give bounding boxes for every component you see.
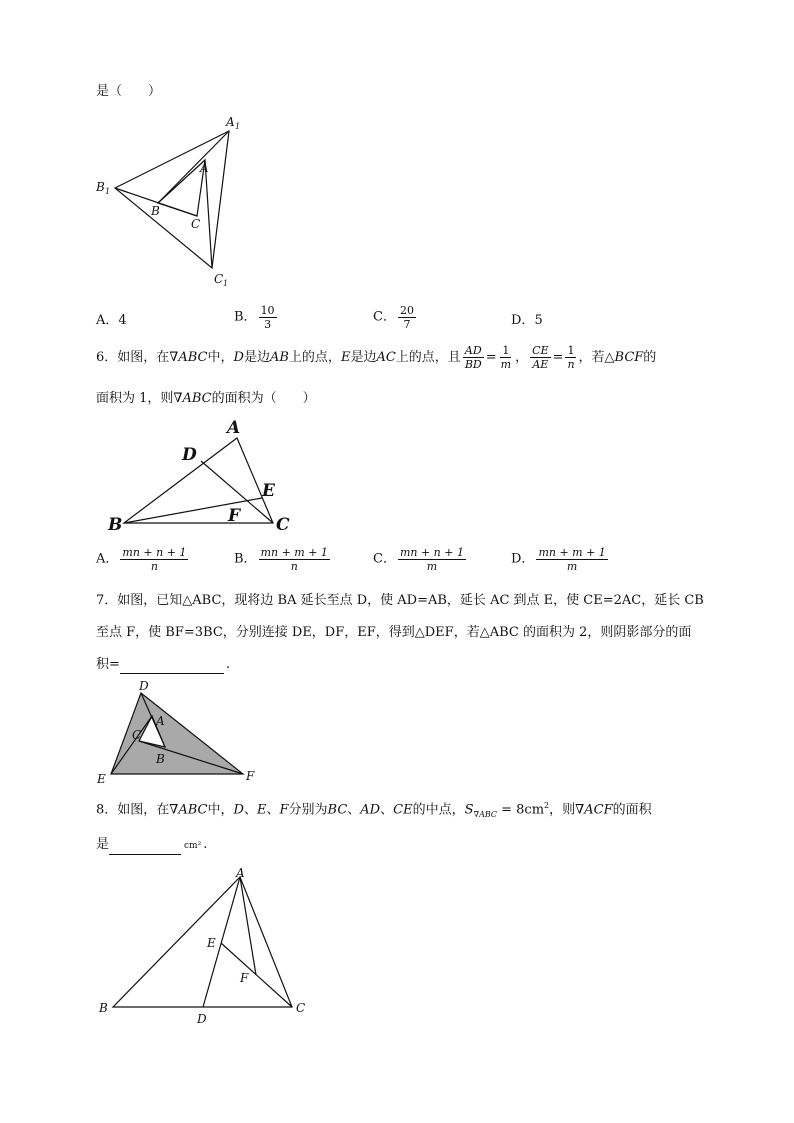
q7-label-b: B — [156, 752, 165, 766]
option-letter: A． — [96, 551, 119, 567]
q6-line1: 6．如图，在∇ABC中，D是边AB上的点，E是边AC上的点，且 $\frac{AD}{BD}$ = $\frac{1}{m}$ ， $\frac{CE}{AE}$ = $\frac{1}{n}$ ，若△BCF的 — [96, 344, 657, 371]
q7-label-c: C — [132, 728, 142, 742]
option-letter: B． — [234, 309, 257, 325]
q7-line3: 积= . — [96, 657, 231, 672]
option-letter: D． — [511, 551, 535, 567]
q7-label-a: A — [156, 714, 165, 728]
q8-label-b: B — [99, 1001, 108, 1015]
q8-label-a: A — [236, 866, 245, 880]
q8-line2: 是 cm² . — [96, 836, 207, 855]
q7-line1: 7．如图，已知△ABC，现将边 BA 延长至点 D，使 AD=AB，延长 AC 到点 E，使 CE=2AC，延长 CB — [96, 593, 704, 608]
q8-line-e-c — [221, 943, 292, 1007]
q8-triangle-abc — [113, 877, 292, 1007]
option-fraction: $\frac{mn + m + 1}{m}$ — [538, 546, 606, 573]
option-letter: B． — [234, 551, 257, 567]
q5-label-b1-sub: 1 — [105, 187, 111, 196]
q6-ratio-ad-bd: $\frac{AD}{BD}$ — [464, 344, 482, 371]
option-letter: C． — [373, 309, 396, 325]
q8-label-e: E — [207, 936, 216, 950]
q7-line2: 至点 F，使 BF=3BC，分别连接 DE，DF，EF，得到△DEF，若△ABC 的面积为 2，则阴影部分的面 — [96, 625, 692, 640]
q6-ratio-1-m: $\frac{1}{m}$ — [500, 344, 512, 371]
q5-label-c1: C — [214, 272, 224, 286]
q5-label-b: B — [151, 204, 160, 218]
q5-label-a: A — [200, 161, 209, 175]
q6-label-a: A — [227, 418, 241, 438]
option-letter: C． — [373, 551, 396, 567]
q7-label-d: D — [139, 679, 149, 693]
q6-label-e: E — [262, 481, 275, 501]
option-letter: D． — [511, 313, 535, 328]
option-fraction: $\frac{mn + m + 1}{n}$ — [260, 546, 328, 573]
q8-label-d: D — [197, 1012, 207, 1026]
q8-line1: 8．如图，在∇ABC中，D、E、F分别为BC、AD、CE的中点，$S_{\nabla ABC} = 8cm^2$，则∇ACF的面积 — [96, 801, 652, 819]
q7-label-e: E — [97, 772, 106, 786]
option-letter: A． — [96, 313, 119, 328]
q6-label-d: D — [182, 445, 197, 465]
q5-label-c: C — [191, 217, 201, 231]
option-fraction: $\frac{mn + n + 1}{m}$ — [399, 546, 464, 573]
q5-label-a1: A — [226, 115, 235, 129]
q5-label-b1: B — [96, 180, 105, 194]
q5-label-c1-sub: 1 — [223, 279, 229, 288]
q5-label-a1-sub: 1 — [235, 122, 241, 131]
q6-ratio-1-n: $\frac{1}{n}$ — [567, 344, 575, 371]
q7-label-f: F — [246, 769, 255, 783]
option-fraction: $\frac{mn + n + 1}{n}$ — [122, 546, 187, 573]
option-fraction: $\frac{20}{7}$ — [399, 304, 414, 331]
q6-label-c: C — [276, 515, 290, 535]
option-value: 4 — [118, 313, 127, 328]
q6-line2: 面积为 1，则∇ABC的面积为（ ） — [96, 391, 316, 406]
q6-ratio-ce-ae: $\frac{CE}{AE}$ — [532, 344, 549, 371]
q6-label-f: F — [228, 506, 241, 526]
q8-line-a-f — [240, 877, 256, 975]
option-fraction: $\frac{10}{3}$ — [260, 304, 275, 331]
option-value: 5 — [534, 313, 543, 328]
q8-label-c: C — [296, 1001, 306, 1015]
q8-label-f: F — [240, 971, 249, 985]
q5-stem-tail: 是（ ） — [96, 84, 162, 99]
q6-label-b: B — [108, 515, 123, 535]
